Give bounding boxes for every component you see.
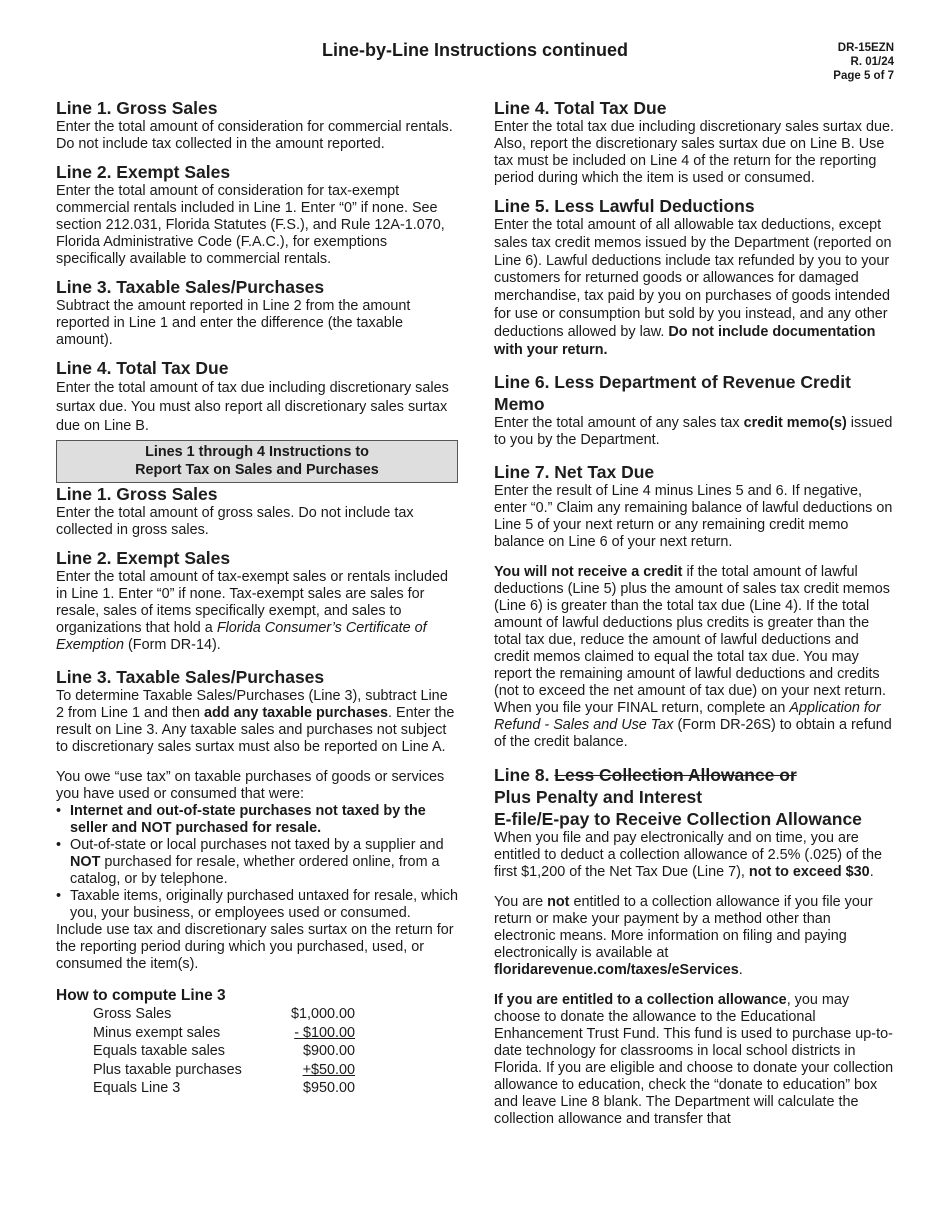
line7-section [494, 461, 896, 751]
section-heading: Line 6. Less Department of Revenue Credit Memo [494, 372, 851, 415]
section-body: Enter the total amount of all allowable tax deductions, except sales tax credit memos issued by the Department (reported on Line 6). Lawful deductions include tax refunded by you to your customers for returned goods or allowances for damaged merchandise, tax paid by you on purchases of goods intended for use or consumption but sold by you instead, and any other deductions allowed by law. Do not include documentation with your return. [494, 217, 892, 358]
use-tax-section [56, 769, 458, 973]
compute-title: How to compute Line 3 [56, 987, 226, 1004]
section-body: Enter the total amount of gross sales. Do not include tax collected in gross sales. [56, 505, 414, 538]
list-item: • Out-of-state or local purchases not taxed by a supplier and NOT purchased for resale, whether ordered online, from a catalog, or by telephone. [56, 837, 458, 888]
rental-line1-section [56, 97, 458, 153]
form-revision: R. 01/24 [850, 56, 894, 68]
page-title: Line-by-Line Instructions continued [322, 40, 628, 60]
section-heading-line3: E-file/E-pay to Receive Collection Allowance [494, 809, 862, 830]
section-body: Enter the total tax due including discretionary sales surtax due. Also, report the discretionary sales surtax due on Line B. Use tax must be included on Line 4 of the return for the reporting period during which the item is used or consumed. [494, 119, 894, 186]
donate-paragraph: If you are entitled to a collection allowance, you may choose to donate the allowance to the Educational Enhancement Trust Fund. This fund is used to purchase up-to-date technology for classrooms in local school districts in Florida. If you are eligible and choose to donate your collection allowance to education, check the “donate to education” box and leave Line 8 blank. The Department will calculate the collection allowance and transfer that [494, 992, 894, 1128]
section-body: When you file and pay electronically and on time, you are entitled to deduct a collection allowance of 2.5% (.025) of the first $1,200 of the Net Tax Due (Line 7), not to exceed $30. [494, 830, 882, 881]
sales-line2-section [56, 547, 458, 654]
section-heading: Line 4. Total Tax Due [494, 98, 667, 118]
sales-line1-section [56, 483, 458, 539]
left-column [56, 97, 458, 1098]
table-row: Gross Sales $1,000.00 [93, 1006, 355, 1022]
use-tax-closing: Include use tax and discretionary sales surtax on the return for the reporting period during which you purchased, used, or consumed the item(s). [56, 922, 454, 972]
use-tax-intro: You owe “use tax” on taxable purchases of goods or services you have used or consumed that were: [56, 769, 445, 802]
section-body: Enter the total amount of tax-exempt sales or rentals included in Line 1. Enter “0” if none. Tax-exempt sales are sales for resale, sales of items specifically exempt, and sales to organizations that hold a Florida Consumer’s Certificate of Exemption (Form DR-14). [56, 569, 448, 653]
section-body: Enter the result of Line 4 minus Lines 5 and 6. If negative, enter “0.” Claim any remaining balance of lawful deductions on Line 5 of your next return or any remaining credit memo balance on Line 6 of your next return. [494, 483, 893, 551]
section-heading: Line 2. Exempt Sales [56, 548, 231, 568]
list-item: • Internet and out-of-state purchases not taxed by the seller and NOT purchased for resale. [56, 803, 458, 837]
box-line-2: Report Tax on Sales and Purchases [135, 462, 379, 478]
section-heading: Line 2. Exempt Sales [56, 162, 231, 182]
rental-line3-section [56, 276, 458, 349]
table-row: Minus exempt sales - $100.00 [93, 1024, 355, 1041]
section-body: Subtract the amount reported in Line 2 from the amount reported in Line 1 and enter the difference (the taxable amount). [56, 298, 411, 348]
compute-table [93, 1005, 355, 1098]
section-heading: Line 3. Taxable Sales/Purchases [56, 667, 325, 687]
line5-section [494, 195, 896, 359]
table-row: Plus taxable purchases +$50.00 [93, 1061, 355, 1078]
section-heading: Line 5. Less Lawful Deductions [494, 196, 755, 216]
section-body: To determine Taxable Sales/Purchases (Line 3), subtract Line 2 from Line 1 and then add any taxable purchases. Enter the result on Line 3. Any taxable sales and purchases not subject to discretionary sales surtax must also be reported on Line A. [56, 688, 455, 755]
line6-section [494, 371, 896, 449]
table-row: Equals Line 3 $950.00 [93, 1080, 355, 1097]
rental-line4-section [56, 357, 458, 436]
credit-paragraph: You will not receive a credit if the total amount of lawful deductions (Line 5) plus the amount of sales tax credit memos (Line 6) is greater than the total tax due (Line 4). If the total amount of lawful deductions plus credits is greater than the total tax due, reduce the amount of lawful deductions and credit memos claimed to equal the total tax due. You may report the remaining amount of lawful deductions and credits (not to exceed the net amount of tax due) on your next return. When you file your FINAL return, complete an Application for Refund - Sales and Use Tax (Form DR-26S) to obtain a refund of the credit balance. [494, 564, 892, 751]
section-heading: Line 8. Less Collection Allowance or [494, 765, 797, 786]
box-line-1: Lines 1 through 4 Instructions to [145, 444, 369, 460]
form-number: DR-15EZN [837, 42, 894, 54]
rental-line2-section [56, 161, 458, 268]
form-info [833, 41, 894, 83]
section-heading-line2: Plus Penalty and Interest [494, 787, 703, 808]
section-body: Enter the total amount of any sales tax credit memo(s) issued to you by the Department. [494, 415, 893, 449]
line8-section [494, 764, 896, 1128]
section-body: Enter the total amount of tax due including discretionary sales surtax due. You must also report all discretionary sales surtax due on Line B. [56, 380, 449, 434]
table-row: Equals taxable sales $900.00 [93, 1043, 355, 1060]
section-heading: Line 4. Total Tax Due [56, 358, 229, 378]
section-body: Enter the total amount of consideration for tax-exempt commercial rentals included in Line 1. Enter “0” if none. See section 212.031, Florida Statutes (F.S.), and Rule 12A-1.070, Florida Administrative Code (F.A.C.), for exemptions specifically available to commercial rentals. [56, 183, 445, 267]
use-tax-list [56, 803, 458, 922]
section-body: Enter the total amount of consideration for commercial rentals. Do not include tax collected in the amount reported. [56, 119, 453, 152]
instructions-box [56, 440, 458, 483]
eservices-paragraph: You are not entitled to a collection allowance if you file your return or make your payment by a method other than electronic means. More information on filing and paying electronically is available at floridarevenue.com/taxes/eServices. [494, 894, 873, 979]
eservices-link[interactable]: floridarevenue.com/taxes/eServices [494, 962, 739, 979]
section-heading: Line 1. Gross Sales [56, 484, 218, 504]
sales-line3-section [56, 666, 458, 756]
section-heading: Line 3. Taxable Sales/Purchases [56, 277, 325, 297]
right-column [494, 97, 896, 1128]
list-item: • Taxable items, originally purchased untaxed for resale, which you, your business, or employees used or consumed. [56, 888, 458, 922]
section-heading: Line 7. Net Tax Due [494, 462, 655, 483]
page-number: Page 5 of 7 [833, 70, 894, 82]
line4-section [494, 97, 896, 187]
section-heading: Line 1. Gross Sales [56, 98, 218, 118]
